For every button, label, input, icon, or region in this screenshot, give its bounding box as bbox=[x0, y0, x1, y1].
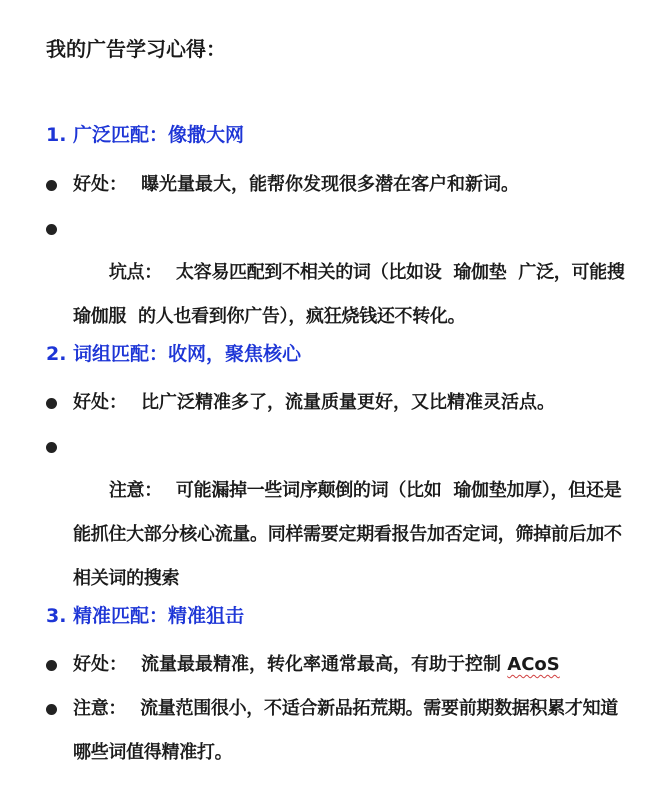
list-item-text bbox=[73, 381, 630, 425]
item-body: 流量最最精准，转化率通常最高，有助于控制 bbox=[141, 654, 508, 675]
item-body: 可能漏掉一些词序颠倒的词（比如 瑜伽垫加厚），但还是能抓住大部分核心流量。同样需要定期看报告加否定词，筛掉前后加不相关词的搜索 bbox=[73, 480, 622, 589]
item-label: 注意： bbox=[108, 480, 162, 501]
section-heading-phrase-match: 2. 词组匹配：收网，聚焦核心 bbox=[46, 343, 302, 365]
bullet-icon bbox=[46, 180, 57, 191]
item-label: 好处： bbox=[73, 174, 127, 195]
item-label: 好处： bbox=[73, 654, 127, 675]
list-item-text bbox=[73, 643, 630, 687]
item-label: 注意： bbox=[73, 698, 127, 719]
bullet-icon bbox=[46, 398, 57, 409]
item-body: 流量范围很小，不适合新品拓荒期。需要前期数据积累才知道哪些词值得精准打。 bbox=[73, 698, 619, 763]
page-title: 我的广告学习心得： bbox=[46, 37, 226, 61]
bullet-icon bbox=[46, 442, 57, 453]
bullet-icon bbox=[46, 704, 57, 715]
item-body: 曝光量最大，能帮你发现很多潜在客户和新词。 bbox=[141, 174, 519, 195]
bullet-icon bbox=[46, 660, 57, 671]
item-body: 比广泛精准多了，流量质量更好，又比精准灵活点。 bbox=[141, 392, 555, 413]
list-item bbox=[46, 388, 630, 425]
list-item bbox=[46, 694, 630, 775]
bullet-icon bbox=[46, 224, 57, 235]
list-item-text bbox=[73, 687, 630, 775]
acos-term: ACoS bbox=[507, 654, 560, 675]
item-body: 太容易匹配到不相关的词（比如设 瑜伽垫 广泛，可能搜 瑜伽服 的人也看到你广告），疯狂烧钱还不转化。 bbox=[73, 262, 637, 327]
list-item bbox=[46, 650, 630, 687]
list-item-text bbox=[73, 163, 630, 207]
item-label: 坑点： bbox=[108, 262, 162, 283]
list-item bbox=[46, 170, 630, 207]
section-heading-broad-match: 1. 广泛匹配：像撒大网 bbox=[46, 124, 245, 146]
section-heading-exact-match: 3. 精准匹配：精准狙击 bbox=[46, 605, 245, 627]
item-label: 好处： bbox=[73, 392, 127, 413]
